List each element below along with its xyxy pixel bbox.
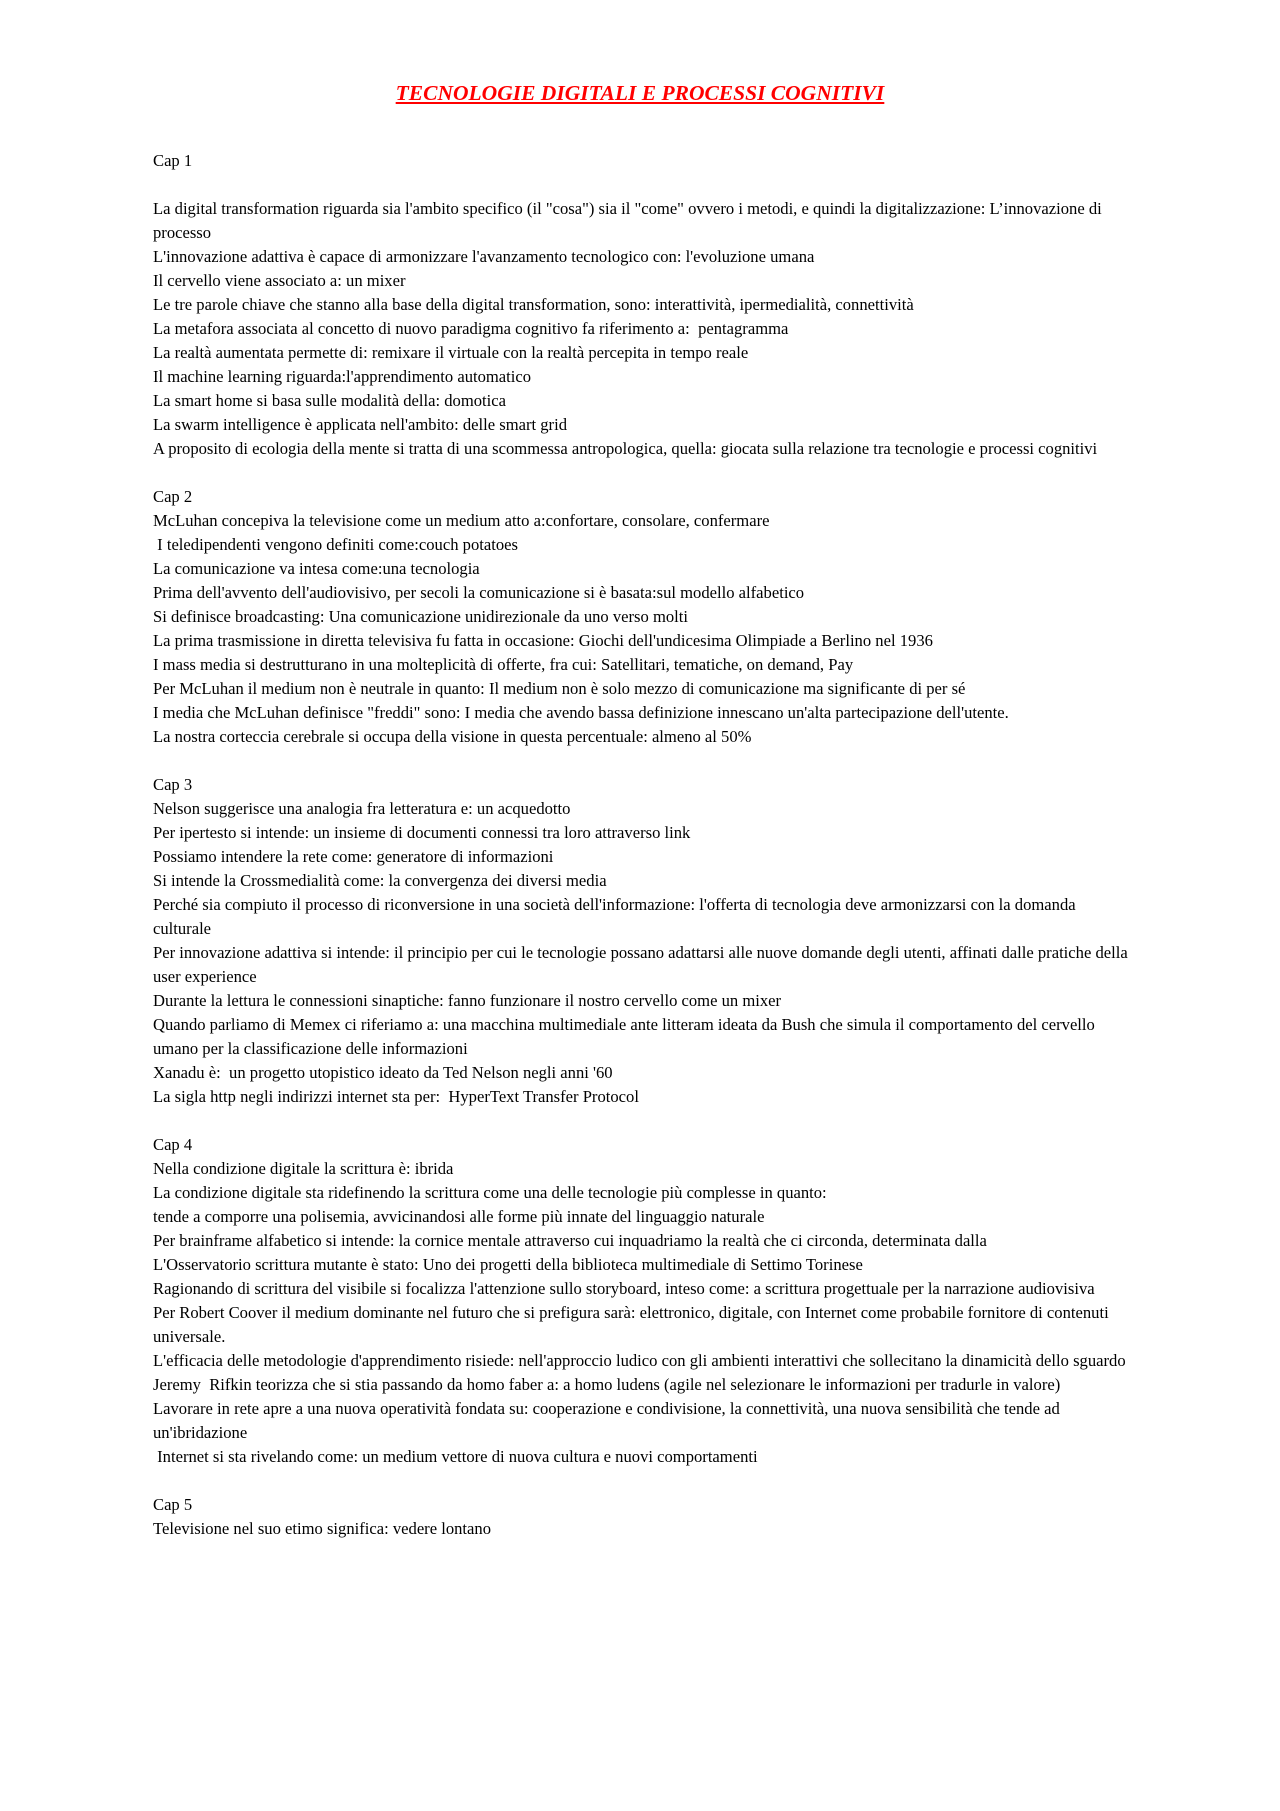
question-answer-line: Prima dell'avvento dell'audiovisivo, per secoli la comunicazione si è basata:sul modello alfabetico bbox=[153, 583, 805, 602]
question-answer-line: Ragionando di scrittura del visibile si focalizza l'attenzione sullo storyboard, inteso come: a scrittura progettuale per la narrazione audiovisiva bbox=[153, 1279, 1095, 1298]
question-answer-line: Le tre parole chiave che stanno alla base della digital transformation, sono: interattività, ipermedialità, connettività bbox=[153, 295, 914, 314]
question-answer-line: Per Robert Coover il medium dominante nel futuro che si prefigura sarà: elettronico, digitale, con Internet come probabile fornitore di contenuti universale. bbox=[153, 1303, 1113, 1346]
question-answer-line: Jeremy Rifkin teorizza che si stia passando da homo faber a: a homo ludens (agile nel selezionare le informazioni per tradurle in valore) bbox=[153, 1375, 1061, 1394]
chapter-section bbox=[153, 1493, 1133, 1541]
question-answer-line: Si definisce broadcasting: Una comunicazione unidirezionale da uno verso molti bbox=[153, 607, 688, 626]
chapter-heading: Cap 4 bbox=[153, 1135, 193, 1154]
question-answer-line: La comunicazione va intesa come:una tecnologia bbox=[153, 559, 480, 578]
chapter-section bbox=[153, 1133, 1133, 1469]
question-answer-line: Per innovazione adattiva si intende: il principio per cui le tecnologie possano adattarsi alle nuove domande degli utenti, affinati dalle pratiche della user experience bbox=[153, 943, 1132, 986]
question-answer-line: tende a comporre una polisemia, avvicinandosi alle forme più innate del linguaggio naturale bbox=[153, 1207, 765, 1226]
question-answer-line: Il machine learning riguarda:l'apprendimento automatico bbox=[153, 367, 532, 386]
chapter-heading: Cap 3 bbox=[153, 775, 193, 794]
question-answer-line: La sigla http negli indirizzi internet sta per: HyperText Transfer Protocol bbox=[153, 1087, 639, 1106]
question-answer-line: La swarm intelligence è applicata nell'ambito: delle smart grid bbox=[153, 415, 567, 434]
question-answer-line: La smart home si basa sulle modalità della: domotica bbox=[153, 391, 506, 410]
question-answer-line: Possiamo intendere la rete come: generatore di informazioni bbox=[153, 847, 554, 866]
chapter-section bbox=[153, 773, 1133, 1109]
question-answer-line: I teledipendenti vengono definiti come:couch potatoes bbox=[153, 535, 518, 554]
question-answer-line: Per ipertesto si intende: un insieme di documenti connessi tra loro attraverso link bbox=[153, 823, 691, 842]
document-body bbox=[153, 149, 1133, 1565]
question-answer-line: Durante la lettura le connessioni sinaptiche: fanno funzionare il nostro cervello come un mixer bbox=[153, 991, 782, 1010]
question-answer-line: Xanadu è: un progetto utopistico ideato da Ted Nelson negli anni '60 bbox=[153, 1063, 613, 1082]
question-answer-line: Si intende la Crossmedialità come: la convergenza dei diversi media bbox=[153, 871, 607, 890]
question-answer-line: La metafora associata al concetto di nuovo paradigma cognitivo fa riferimento a: pentagramma bbox=[153, 319, 789, 338]
question-answer-line: Il cervello viene associato a: un mixer bbox=[153, 271, 406, 290]
question-answer-line: I media che McLuhan definisce "freddi" sono: I media che avendo bassa definizione innescano un'alta partecipazione dell'utente. bbox=[153, 703, 1009, 722]
question-answer-line: La digital transformation riguarda sia l'ambito specifico (il "cosa") sia il "come" ovvero i metodi, e quindi la digitalizzazione: L’innovazione di processo bbox=[153, 199, 1106, 242]
question-answer-line: Per McLuhan il medium non è neutrale in quanto: Il medium non è solo mezzo di comunicazione ma significante di per sé bbox=[153, 679, 966, 698]
chapter-heading: Cap 5 bbox=[153, 1495, 193, 1514]
question-answer-line: La nostra corteccia cerebrale si occupa della visione in questa percentuale: almeno al 50% bbox=[153, 727, 752, 746]
question-answer-line: A proposito di ecologia della mente si tratta di una scommessa antropologica, quella: giocata sulla relazione tra tecnologie e processi cognitivi bbox=[153, 439, 1098, 458]
question-answer-line: Lavorare in rete apre a una nuova operatività fondata su: cooperazione e condivisione, la connettività, una nuova sensibilità che tende ad un'ibridazione bbox=[153, 1399, 1064, 1442]
question-answer-line: La prima trasmissione in diretta televisiva fu fatta in occasione: Giochi dell'undicesima Olimpiade a Berlino nel 1936 bbox=[153, 631, 933, 650]
question-answer-line: L'Osservatorio scrittura mutante è stato: Uno dei progetti della biblioteca multimediale di Settimo Torinese bbox=[153, 1255, 863, 1274]
question-answer-line: Quando parliamo di Memex ci riferiamo a: una macchina multimediale ante litteram ideata da Bush che simula il comportamento del cervello umano per la classificazione delle informazioni bbox=[153, 1015, 1099, 1058]
question-answer-line: Per brainframe alfabetico si intende: la cornice mentale attraverso cui inquadriamo la realtà che ci circonda, determinata dalla bbox=[153, 1231, 987, 1250]
question-answer-line: L'innovazione adattiva è capace di armonizzare l'avanzamento tecnologico con: l'evoluzione umana bbox=[153, 247, 815, 266]
question-answer-line: Televisione nel suo etimo significa: vedere lontano bbox=[153, 1519, 491, 1538]
question-answer-line: La condizione digitale sta ridefinendo la scrittura come una delle tecnologie più complesse in quanto: bbox=[153, 1183, 827, 1202]
chapter-heading: Cap 2 bbox=[153, 487, 193, 506]
question-answer-line: I mass media si destrutturano in una molteplicità di offerte, fra cui: Satellitari, tematiche, on demand, Pay bbox=[153, 655, 854, 674]
question-answer-line: L'efficacia delle metodologie d'apprendimento risiede: nell'approccio ludico con gli ambienti interattivi che sollecitano la dinamicità dello sguardo bbox=[153, 1351, 1126, 1370]
chapter-section bbox=[153, 485, 1133, 749]
question-answer-line: Internet si sta rivelando come: un medium vettore di nuova cultura e nuovi comportamenti bbox=[153, 1447, 758, 1466]
question-answer-line: Nelson suggerisce una analogia fra letteratura e: un acquedotto bbox=[153, 799, 571, 818]
chapter-heading: Cap 1 bbox=[153, 151, 193, 170]
chapter-section bbox=[153, 149, 1133, 461]
question-answer-line: La realtà aumentata permette di: remixare il virtuale con la realtà percepita in tempo reale bbox=[153, 343, 749, 362]
document-title: TECNOLOGIE DIGITALI E PROCESSI COGNITIVI bbox=[395, 81, 885, 105]
question-answer-line: McLuhan concepiva la televisione come un medium atto a:confortare, consolare, confermare bbox=[153, 511, 770, 530]
question-answer-line: Perché sia compiuto il processo di riconversione in una società dell'informazione: l'offerta di tecnologia deve armonizzarsi con la domanda culturale bbox=[153, 895, 1080, 938]
question-answer-line: Nella condizione digitale la scrittura è: ibrida bbox=[153, 1159, 454, 1178]
